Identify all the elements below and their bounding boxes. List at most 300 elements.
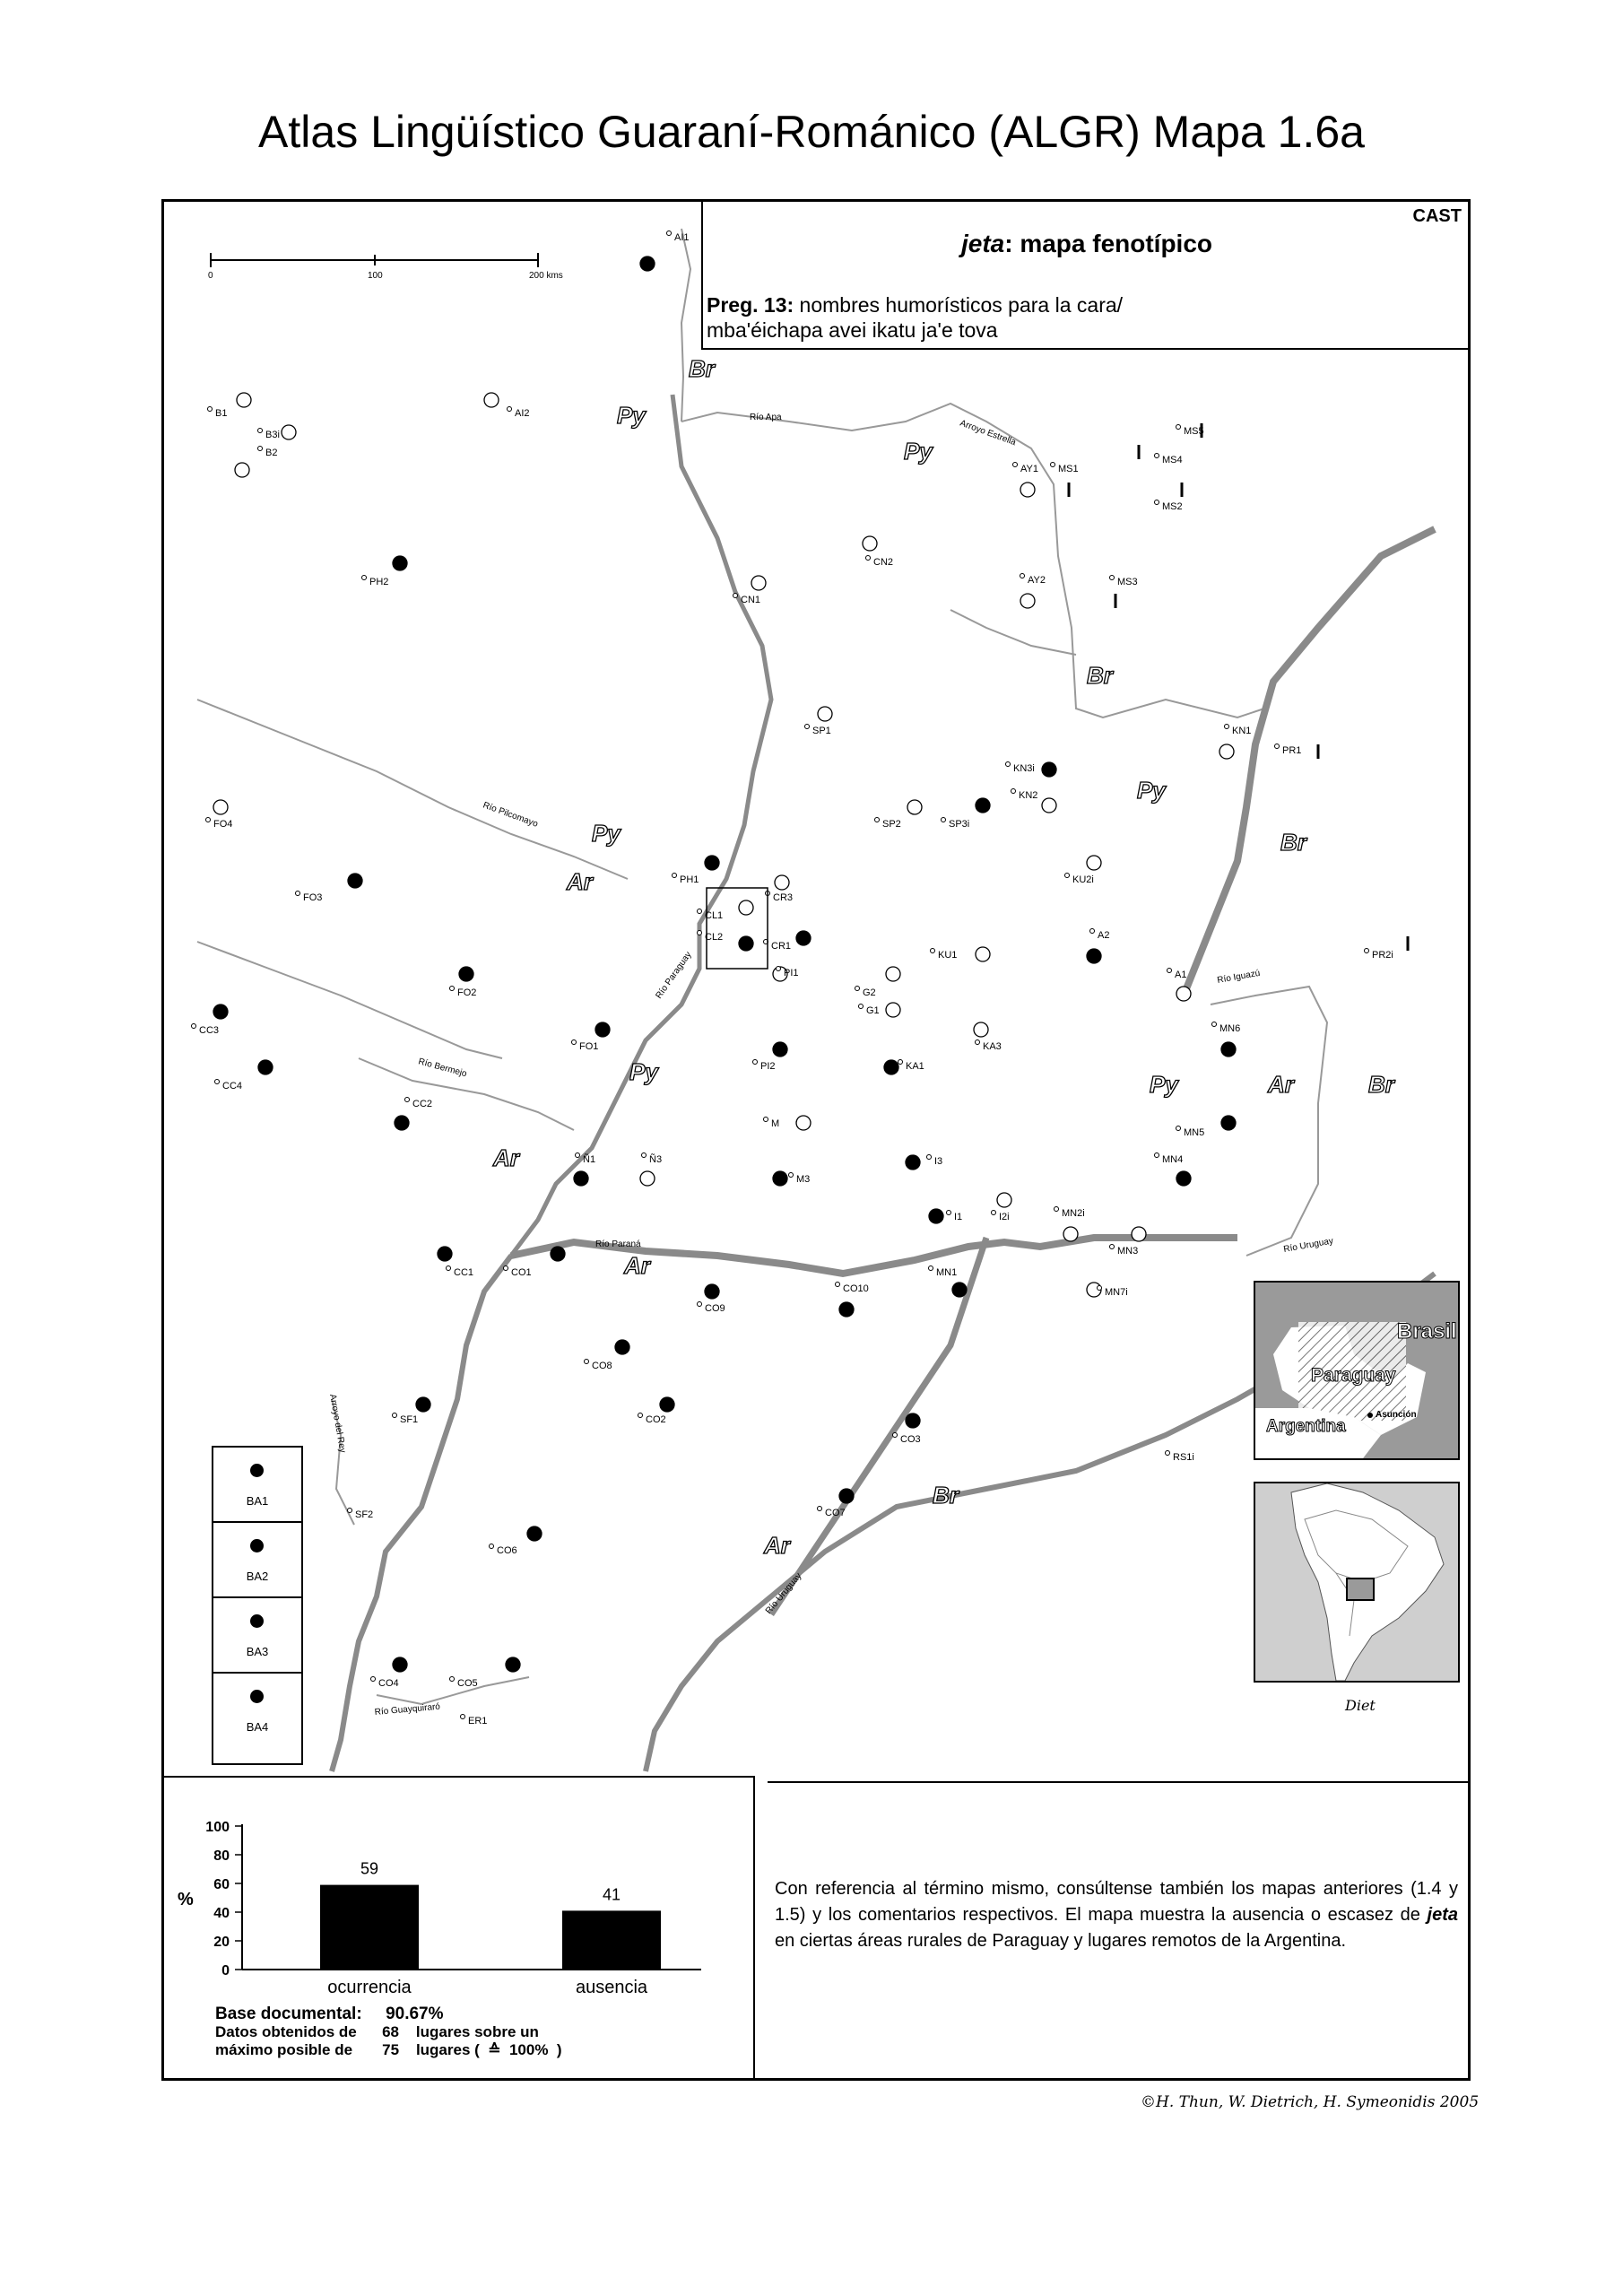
location-label: A2 <box>1098 930 1110 941</box>
inset-label-argentina: Argentina <box>1266 1417 1346 1436</box>
inset-label-asuncion: Asunción <box>1376 1410 1417 1420</box>
filled-circle-icon <box>1176 1171 1191 1186</box>
y-tick-label: 80 <box>213 1848 230 1864</box>
location-label: MS3 <box>1117 577 1138 587</box>
locality-point-icon <box>673 874 677 878</box>
base-text-3: lugares ( <box>415 2041 480 2058</box>
locality-point-icon <box>215 1080 220 1084</box>
base-text-4: 100% ) <box>508 2041 562 2058</box>
locality-point-icon <box>371 1677 376 1682</box>
y-tick-label: 0 <box>221 1963 230 1979</box>
location-label: SP3i <box>949 819 970 830</box>
locality-point-icon <box>1098 1286 1102 1291</box>
minor-rivers <box>197 229 1327 1704</box>
location-label: MN5 <box>1184 1127 1205 1138</box>
open-circle-icon <box>1219 744 1234 759</box>
open-circle-icon <box>997 1193 1011 1207</box>
filled-circle-icon <box>640 257 655 271</box>
locality-point-icon <box>208 407 213 412</box>
filled-circle-icon <box>250 1539 264 1552</box>
question-spanish: nombres humorísticos para la cara/ <box>799 293 1124 317</box>
open-circle-icon <box>213 800 228 814</box>
base-text-2: lugares sobre un <box>415 2023 539 2040</box>
bar-chart <box>163 1790 755 2005</box>
filled-circle-icon <box>929 1209 943 1223</box>
locality-point-icon <box>927 1155 932 1160</box>
comment-text <box>775 1876 1458 1954</box>
base-label-3: máximo posible de <box>215 2041 353 2058</box>
location-label: CO3 <box>900 1434 921 1445</box>
location-label: CC1 <box>454 1267 474 1278</box>
river-label-bermejo: Río Bermejo <box>417 1057 468 1080</box>
cast-label: CAST <box>1412 206 1462 226</box>
bar-ausencia <box>562 1910 661 1970</box>
open-circle-icon <box>235 463 249 477</box>
locality-point-icon <box>450 1677 455 1682</box>
river-label-guayquiraro: Río Guayquiraró <box>374 1701 441 1718</box>
locality-point-icon <box>508 407 512 412</box>
filled-circle-icon <box>839 1489 854 1503</box>
locality-point-icon <box>1176 425 1181 430</box>
south-america-inset-map <box>1254 1482 1460 1683</box>
locality-point-icon <box>576 1153 580 1158</box>
locality-point-icon <box>866 556 871 561</box>
locality-point-icon <box>572 1040 577 1045</box>
location-label: MN7i <box>1105 1287 1128 1298</box>
open-circle-icon <box>1020 594 1035 608</box>
location-label: MS1 <box>1058 464 1079 474</box>
location-label: CL1 <box>705 910 724 921</box>
location-label: CN1 <box>741 595 761 605</box>
bar-marker-icon <box>1115 594 1117 608</box>
ba-legend-stack <box>212 1446 303 1765</box>
location-label: FO2 <box>457 987 477 998</box>
filled-circle-icon <box>1221 1042 1236 1057</box>
open-circle-icon <box>282 425 296 439</box>
locality-point-icon <box>929 1266 933 1271</box>
locality-point-icon <box>258 429 263 433</box>
location-label: I3 <box>934 1156 943 1167</box>
locality-point-icon <box>642 1153 647 1158</box>
bar-ocurrencia <box>320 1885 419 1970</box>
location-label: MN3 <box>1117 1246 1139 1257</box>
location-label: AI2 <box>515 408 530 419</box>
locality-point-icon <box>296 891 300 896</box>
location-label: I2i <box>999 1212 1010 1222</box>
locality-point-icon <box>893 1433 898 1438</box>
filled-circle-icon <box>952 1283 967 1297</box>
location-label: SP2 <box>882 819 901 830</box>
location-label: G1 <box>866 1005 880 1016</box>
locality-point-icon <box>192 1024 196 1029</box>
location-label: MN6 <box>1219 1023 1241 1034</box>
filled-circle-icon <box>438 1247 452 1261</box>
locality-point-icon <box>942 818 946 822</box>
filled-circle-icon <box>395 1116 409 1130</box>
location-label: MS2 <box>1162 501 1183 512</box>
comment-part-2: en ciertas áreas rurales de Paraguay y lugares remotos de la Argentina. <box>775 1931 1347 1951</box>
location-label: CO2 <box>646 1414 666 1425</box>
y-tick-label: 20 <box>213 1935 230 1950</box>
filled-circle-icon <box>506 1657 520 1672</box>
country-label-ar: Ar <box>493 1144 519 1171</box>
country-label-br: Br <box>1280 829 1306 856</box>
header-box <box>701 199 1471 350</box>
locality-point-icon <box>206 818 211 822</box>
question-guarani: mba'éichapa avei ikatu ja'e tova <box>707 318 998 342</box>
location-label: KA3 <box>983 1041 1002 1052</box>
locality-point-icon <box>461 1715 465 1719</box>
location-label: KN2 <box>1019 790 1038 801</box>
location-label: ER1 <box>468 1716 488 1726</box>
locality-point-icon <box>976 1040 980 1045</box>
open-circle-icon <box>1087 856 1101 870</box>
ba-cell <box>213 1674 301 1749</box>
open-circle-icon <box>886 1003 900 1017</box>
locality-point-icon <box>258 447 263 451</box>
location-label: CO8 <box>592 1361 612 1371</box>
filled-circle-icon <box>705 856 719 870</box>
river-label-estrella: Arroyo Estrella <box>958 418 1018 448</box>
open-circle-icon <box>974 1022 988 1037</box>
focus-area-box <box>1347 1578 1374 1600</box>
bar-marker-icon <box>1181 483 1184 497</box>
country-label-br: Br <box>689 355 715 382</box>
location-label: M <box>771 1118 780 1129</box>
open-circle-icon <box>1042 798 1056 813</box>
filled-circle-icon <box>393 556 407 570</box>
location-label: KU2i <box>1072 874 1094 885</box>
filled-circle-icon <box>1087 949 1101 963</box>
locality-point-icon <box>447 1266 451 1271</box>
base-value-3: 75 <box>382 2041 400 2058</box>
locality-point-icon <box>855 987 860 991</box>
locality-point-icon <box>1167 969 1172 973</box>
location-label: CC3 <box>199 1025 220 1036</box>
open-circle-icon <box>739 900 753 915</box>
location-label: B1 <box>215 408 228 419</box>
country-label-py: Py <box>617 402 646 429</box>
river-label-arroyo-del-rey: Arroyo del Rey <box>327 1393 348 1454</box>
location-label: MN4 <box>1162 1154 1184 1165</box>
regional-inset-map <box>1254 1281 1460 1460</box>
bar-marker-icon <box>1407 936 1410 951</box>
country-label-ar: Ar <box>567 868 593 895</box>
open-circle-icon <box>818 707 832 721</box>
location-label: CC4 <box>222 1081 243 1091</box>
locality-point-icon <box>836 1283 840 1287</box>
locality-point-icon <box>362 576 367 580</box>
country-label-br: Br <box>1087 662 1113 689</box>
x-category-label: ausencia <box>575 1978 648 1997</box>
open-circle-icon <box>640 1171 655 1186</box>
location-label: M3 <box>796 1174 811 1185</box>
locality-point-icon <box>1110 576 1115 580</box>
open-circle-icon <box>1020 483 1035 497</box>
y-axis-label: % <box>178 1890 194 1909</box>
locality-point-icon <box>1006 762 1011 767</box>
inset-label-brasil: Brasil <box>1397 1319 1457 1344</box>
open-circle-icon <box>237 393 251 407</box>
inset-credit: Diet <box>1345 1697 1376 1714</box>
country-label-py: Py <box>1150 1071 1178 1098</box>
locality-point-icon <box>1155 1153 1159 1158</box>
open-circle-icon <box>796 1116 811 1130</box>
location-label: Ñ1 <box>583 1154 596 1165</box>
location-label: PH2 <box>369 577 389 587</box>
open-circle-icon <box>907 800 922 814</box>
filled-circle-icon <box>796 931 811 945</box>
locality-point-icon <box>1275 744 1280 749</box>
location-label: AY2 <box>1028 575 1046 586</box>
locality-point-icon <box>1090 929 1095 934</box>
filled-circle-icon <box>839 1302 854 1317</box>
locality-point-icon <box>777 967 781 971</box>
locality-point-icon <box>753 1060 758 1065</box>
scale-label-0: 0 <box>208 271 213 281</box>
locality-point-icon <box>638 1413 643 1418</box>
locality-point-icon <box>992 1211 996 1215</box>
locality-point-icon <box>1011 789 1016 794</box>
country-label-ar: Ar <box>624 1252 650 1279</box>
open-circle-icon <box>863 536 877 551</box>
south-america-svg <box>1255 1483 1458 1681</box>
location-label: AI1 <box>674 232 690 243</box>
filled-circle-icon <box>906 1413 920 1428</box>
open-circle-icon <box>775 875 789 890</box>
base-value-1: 90.67% <box>386 2005 444 2023</box>
y-tick-label: 60 <box>213 1877 230 1892</box>
locality-point-icon <box>898 1060 903 1065</box>
river-label-uruguay: Río Uruguay <box>763 1570 804 1616</box>
location-label: CO9 <box>705 1303 725 1314</box>
location-label: CO6 <box>497 1545 517 1556</box>
filled-circle-icon <box>250 1690 264 1703</box>
locality-point-icon <box>931 949 935 953</box>
location-label: FO3 <box>303 892 323 903</box>
river-label-iguazu: Río Iguazú <box>1216 968 1262 986</box>
locality-point-icon <box>1020 574 1025 578</box>
scale-label-200: 200 kms <box>529 271 563 281</box>
locality-point-icon <box>805 725 810 729</box>
filled-circle-icon <box>660 1397 674 1412</box>
open-circle-icon <box>484 393 499 407</box>
base-value-2: 68 <box>382 2023 399 2040</box>
locality-point-icon <box>405 1098 410 1102</box>
filled-circle-icon <box>416 1397 430 1412</box>
ba-label: BA1 <box>246 1494 269 1508</box>
location-label: I1 <box>954 1212 963 1222</box>
river-label-uruguay: Río Uruguay <box>1282 1236 1334 1255</box>
country-label-ar: Ar <box>1268 1071 1294 1098</box>
locality-point-icon <box>818 1507 822 1511</box>
base-documental <box>215 2005 562 2059</box>
regional-inset-svg <box>1255 1283 1458 1458</box>
location-label: PR2i <box>1372 950 1393 961</box>
page-title: Atlas Lingüístico Guaraní-Románico (ALGR) Mapa 1.6a <box>258 107 1365 157</box>
location-label: B3i <box>265 430 280 440</box>
location-label: PH1 <box>680 874 699 885</box>
river-label-pilcomayo: Río Pilcomayo <box>481 800 540 830</box>
locality-point-icon <box>667 231 672 236</box>
open-circle-icon <box>1132 1227 1146 1241</box>
location-label: PI2 <box>760 1061 776 1072</box>
filled-circle-icon <box>213 1004 228 1019</box>
location-label: SF1 <box>400 1414 419 1425</box>
location-label: PI1 <box>784 968 799 978</box>
filled-circle-icon <box>574 1171 588 1186</box>
ba-cell <box>213 1598 301 1674</box>
country-label-py: Py <box>592 820 621 847</box>
location-label: CO7 <box>825 1508 846 1518</box>
location-label: MS4 <box>1162 455 1183 465</box>
location-label: CO10 <box>843 1283 869 1294</box>
filled-circle-icon <box>739 936 753 951</box>
location-label: CO1 <box>511 1267 532 1278</box>
filled-circle-icon <box>1221 1116 1236 1130</box>
location-label: CR1 <box>771 941 792 952</box>
filled-circle-icon <box>615 1340 629 1354</box>
ba-label: BA4 <box>246 1720 269 1734</box>
bar-marker-icon <box>1317 744 1320 759</box>
filled-circle-icon <box>250 1614 264 1628</box>
location-label: MN1 <box>936 1267 958 1278</box>
map-title <box>703 230 1471 258</box>
country-label-br: Br <box>933 1482 959 1509</box>
location-label: SF2 <box>355 1509 374 1520</box>
locality-point-icon <box>698 909 702 914</box>
location-label: A1 <box>1175 970 1187 980</box>
location-label: G2 <box>863 987 876 998</box>
locality-point-icon <box>789 1173 794 1178</box>
locality-point-icon <box>764 1118 768 1122</box>
locality-point-icon <box>875 818 880 822</box>
filled-circle-icon <box>1042 762 1056 777</box>
scale-bar <box>208 253 563 281</box>
locality-point-icon <box>1365 949 1369 953</box>
locality-point-icon <box>947 1211 951 1215</box>
location-label: Ñ3 <box>649 1154 663 1165</box>
filled-circle-icon <box>773 1042 787 1057</box>
location-label: CO4 <box>378 1678 399 1689</box>
country-label-ar: Ar <box>764 1532 790 1559</box>
map-term: jeta <box>960 230 1005 257</box>
country-label-py: Py <box>629 1058 658 1085</box>
river-label-paraguay: Río Paraguay <box>654 950 694 1001</box>
question-text <box>707 292 1460 343</box>
bar-marker-icon <box>1138 445 1141 459</box>
location-label: CL2 <box>705 932 724 943</box>
locality-point-icon <box>1055 1207 1059 1212</box>
locality-point-icon <box>1212 1022 1217 1027</box>
filled-circle-icon <box>348 874 362 888</box>
comment-divider <box>768 1781 1469 1783</box>
open-circle-icon <box>886 967 900 981</box>
location-label: AY1 <box>1020 464 1038 474</box>
filled-circle-icon <box>258 1060 273 1074</box>
filled-circle-icon <box>906 1155 920 1170</box>
comment-part-1: Con referencia al término mismo, consúltense también los mapas anteriores (1.4 y 1.5) y los comentarios respectivos. El mapa muestra la ausencia o escasez de <box>775 1879 1458 1925</box>
filled-circle-icon <box>551 1247 565 1261</box>
open-circle-icon <box>976 947 990 961</box>
locality-point-icon <box>1065 874 1070 878</box>
locality-point-icon <box>859 1004 864 1009</box>
filled-circle-icon <box>595 1022 610 1037</box>
filled-circle-icon <box>527 1526 542 1541</box>
filled-circle-icon <box>393 1657 407 1672</box>
location-label: FO1 <box>579 1041 599 1052</box>
open-circle-icon <box>751 576 766 590</box>
locality-point-icon <box>1110 1245 1115 1249</box>
location-label: FO4 <box>213 819 233 830</box>
location-label: CC2 <box>412 1099 433 1109</box>
river-label-parana: Río Paraná <box>595 1239 641 1249</box>
locality-point-icon <box>450 987 455 991</box>
filled-circle-icon <box>976 798 990 813</box>
bar-data-label: 41 <box>602 1885 621 1904</box>
locality-point-icon <box>1051 463 1055 467</box>
scale-label-100: 100 <box>368 271 383 281</box>
location-label: KA1 <box>906 1061 924 1072</box>
filled-circle-icon <box>459 967 473 981</box>
x-category-label: ocurrencia <box>327 1978 412 1997</box>
locality-point-icon <box>490 1544 494 1549</box>
inset-label-paraguay: Paraguay <box>1311 1365 1396 1386</box>
question-label: Preg. 13: <box>707 293 794 317</box>
copyright: ©H. Thun, W. Dietrich, H. Symeonidis 2005 <box>1141 2093 1480 2111</box>
location-label: CN2 <box>873 557 894 568</box>
locality-point-icon <box>1225 725 1229 729</box>
country-label-py: Py <box>1137 777 1166 804</box>
locality-point-icon <box>1013 463 1018 467</box>
open-circle-icon <box>1176 987 1191 1001</box>
location-label: PR1 <box>1282 745 1302 756</box>
ba-label: BA2 <box>246 1570 269 1583</box>
inset-city-dot <box>1367 1413 1373 1418</box>
ba-cell <box>213 1523 301 1598</box>
comment-term: jeta <box>1427 1905 1458 1925</box>
location-label: MS5 <box>1184 426 1204 437</box>
base-label-1: Base documental: <box>215 2005 362 2023</box>
ba-cell <box>213 1448 301 1523</box>
filled-circle-icon <box>884 1060 898 1074</box>
location-label: MN2i <box>1062 1208 1085 1219</box>
location-label: B2 <box>265 448 278 458</box>
locality-point-icon <box>1155 454 1159 458</box>
location-label: CO5 <box>457 1678 478 1689</box>
location-label: SP1 <box>812 726 831 736</box>
location-label: CR3 <box>773 892 794 903</box>
locality-point-icon <box>1155 500 1159 505</box>
ba-label: BA3 <box>246 1645 269 1658</box>
filled-circle-icon <box>705 1284 719 1299</box>
country-label-br: Br <box>1368 1071 1394 1098</box>
base-equals-symbol: ≙ <box>488 2041 501 2058</box>
locality-point-icon <box>698 1302 702 1307</box>
y-tick-label: 100 <box>205 1820 230 1835</box>
filled-circle-icon <box>250 1464 264 1477</box>
bar-data-label: 59 <box>360 1859 379 1878</box>
location-label: KU1 <box>938 950 958 961</box>
country-label-py: Py <box>904 438 933 465</box>
locality-point-icon <box>1176 1126 1181 1131</box>
location-label: RS1i <box>1173 1452 1194 1463</box>
filled-circle-icon <box>773 1171 787 1186</box>
locality-point-icon <box>504 1266 508 1271</box>
river-label-apa: Río Apa <box>750 413 782 422</box>
y-tick-label: 40 <box>213 1906 230 1921</box>
locality-point-icon <box>348 1509 352 1513</box>
